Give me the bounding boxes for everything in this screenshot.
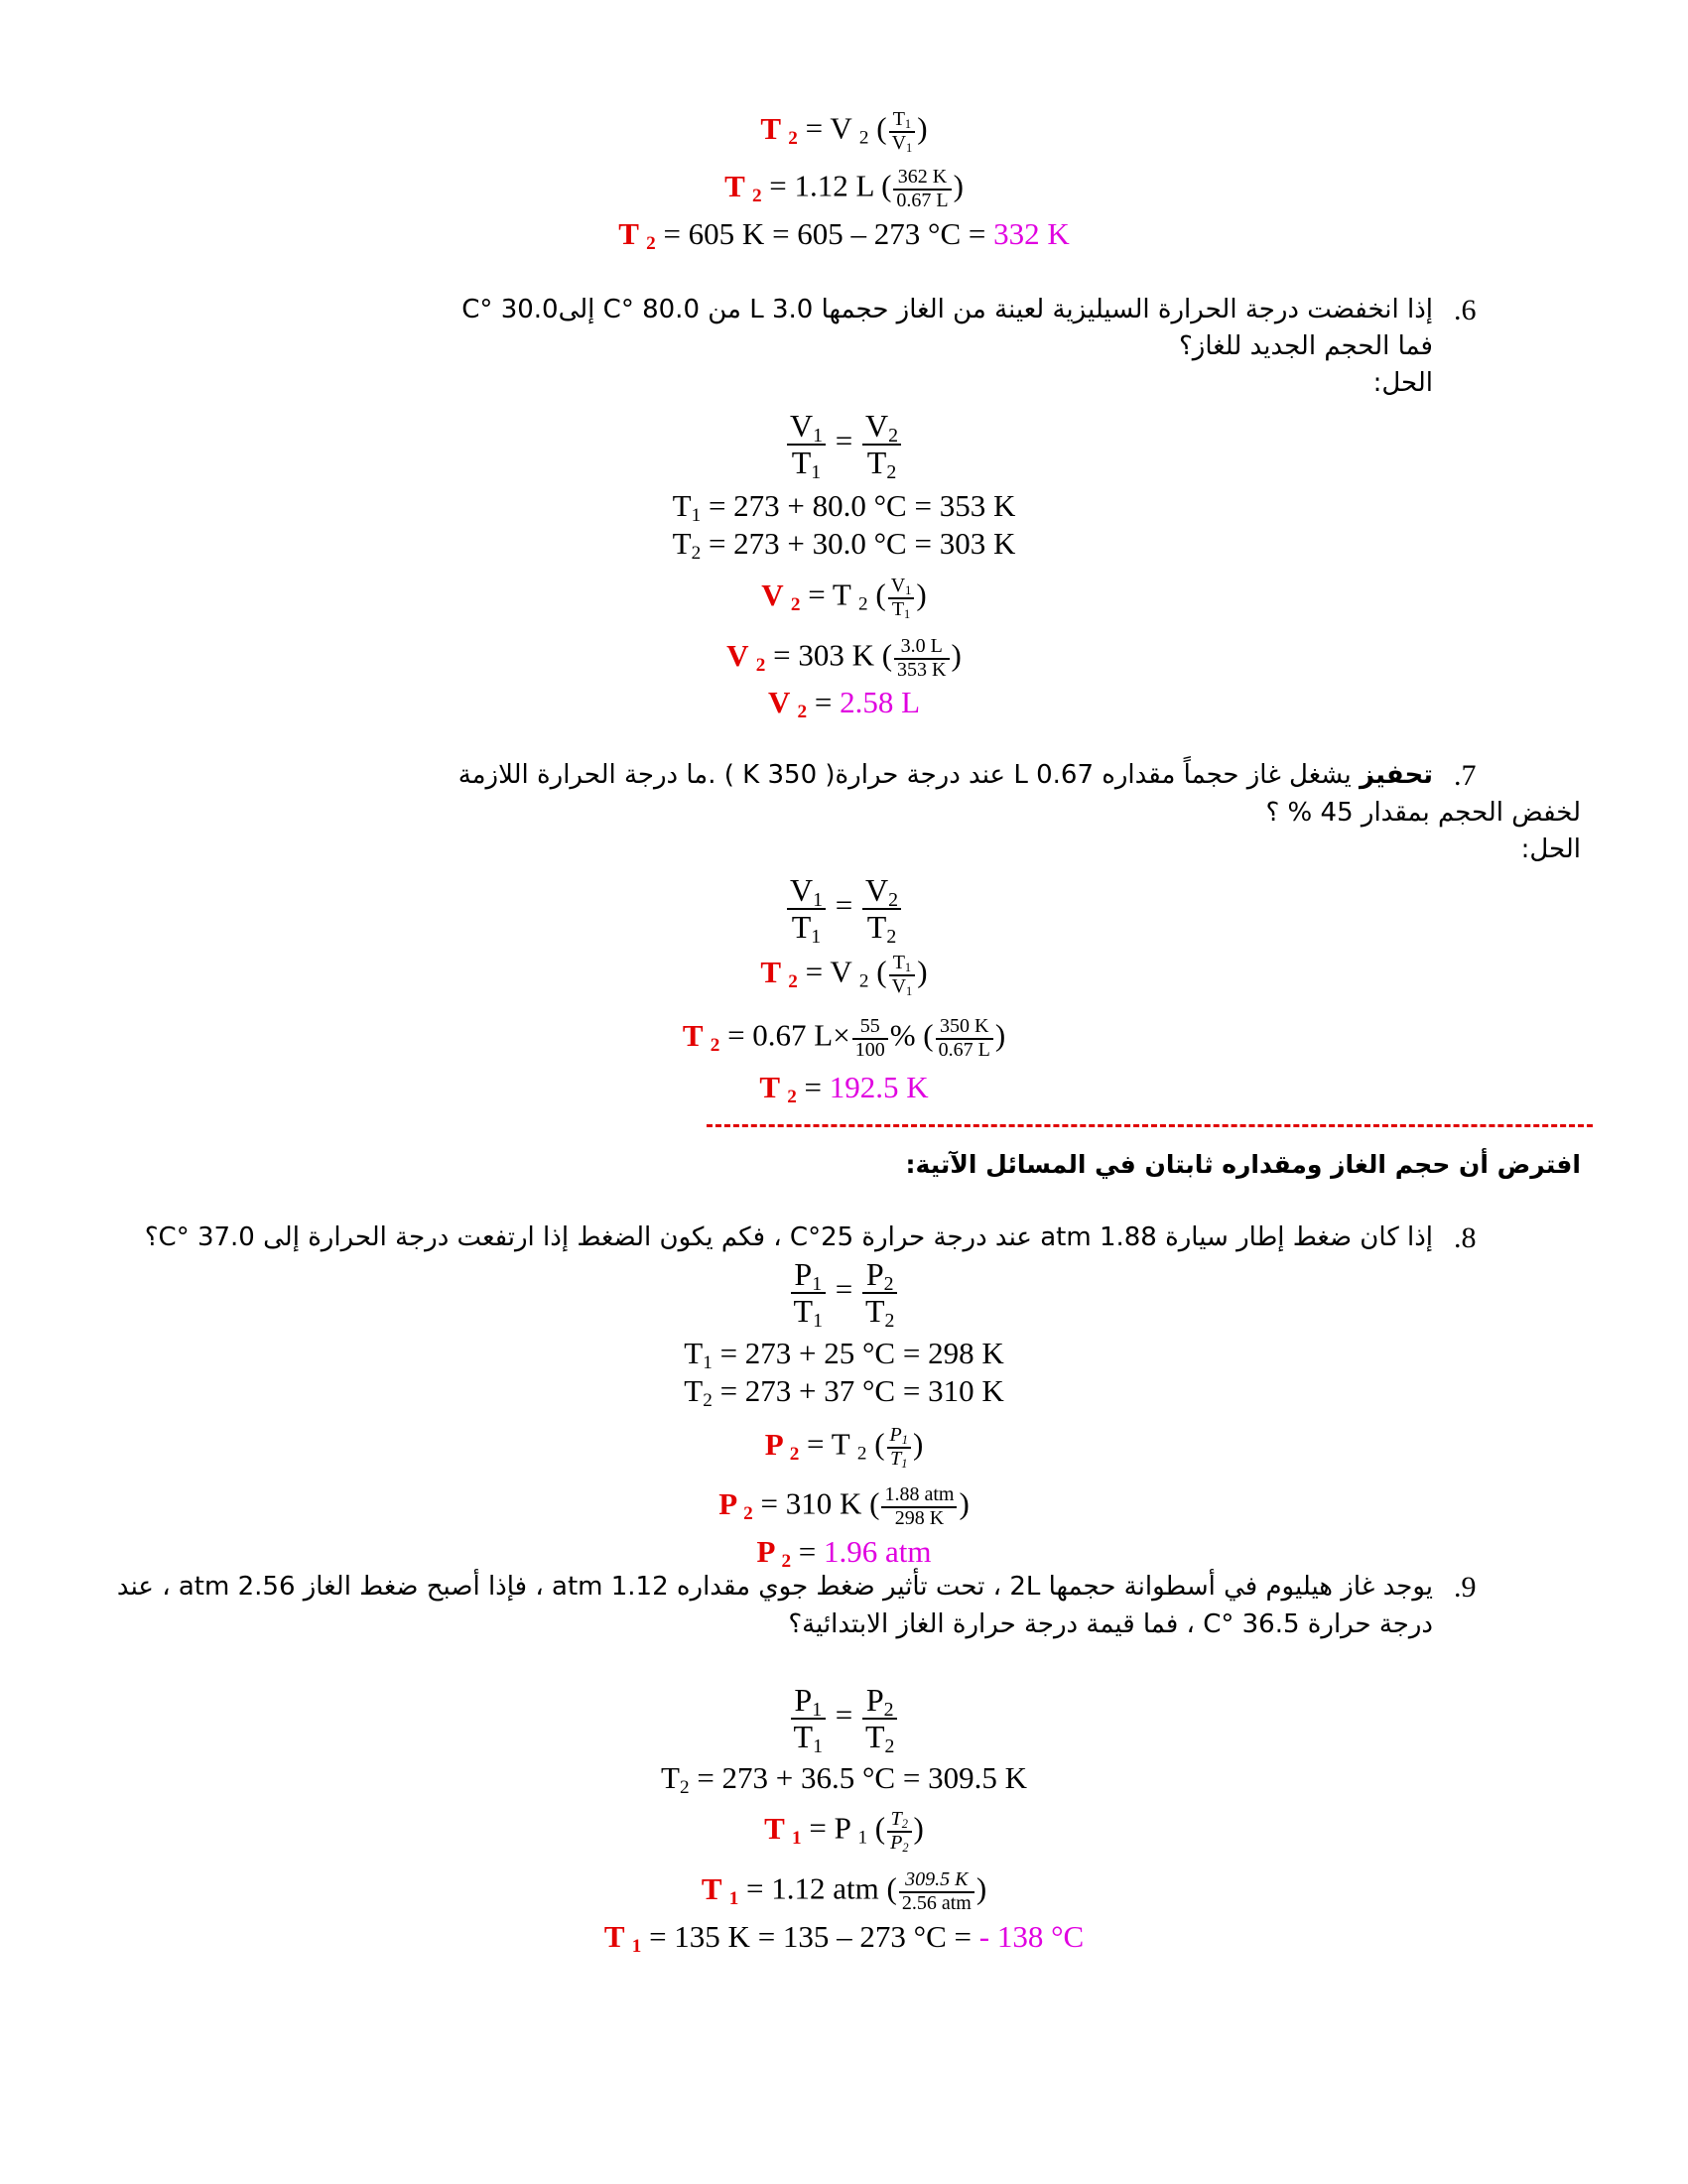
question-7-text-line1: تحفيز يشغل غاز حجماً مقداره 0.67 L عند درجة حرارة( 350 K ) .ما درجة الحرارة اللازمة (457, 760, 1433, 790)
question-7-text-line2: لخفض الحجم بمقدار 45 % ؟ (1265, 798, 1581, 828)
equation-t2-formula: T $_2$ = V $_2$ ( $\frac{T_1}{V_1}$ ) (760, 108, 928, 155)
q6-t2-conversion: $T_2 = 273 + 30.0$ °C = 303 K (672, 526, 1016, 564)
q9-t2-conversion: $T_2 = 273 + 36.5$ °C = 309.5 K (661, 1760, 1027, 1798)
q8-gay-lussac-formula: $\frac{P_1}{T_1}$ = $\frac{P_2}{T_2}$ (0, 1257, 1688, 1328)
question-9-text-line1: يوجد غاز هيليوم في أسطوانة حجمها 2L ، تحت تأثير ضغط جوي مقداره 1.12 atm ، فإذا أصبح ضغط الغاز 2.56 atm ، عند (116, 1572, 1433, 1602)
q6-v2-formula: V $_2$ = T $_2$ ( $\frac{V_1}{T_1}$ ) (761, 575, 927, 621)
equation-t2-substitution: T $_2$ = 1.12 L ( $\frac{362 K}{0.67 L}$ ) (724, 166, 964, 211)
section-heading: افترض أن حجم الغاز ومقداره ثابتان في المسائل الآتية: (905, 1150, 1581, 1179)
question-6-solution-label: الحل: (1372, 368, 1433, 398)
q6-v2-result: V $_2$ = 2.58 L (767, 685, 921, 722)
question-9-number: .9 (1454, 1571, 1477, 1604)
q6-v2-substitution: V $_2$ = 303 K ( $\frac{3.0 L}{353 K}$ ) (726, 635, 962, 681)
question-9-text-line2: درجة حرارة 36.5 °C ، فما قيمة درجة حرارة الغاز الابتدائية؟ (788, 1609, 1433, 1639)
question-7-bold-label: تحفيز (1359, 760, 1433, 790)
q7-charles-law-formula: $\frac{V_1}{T_1}$ = $\frac{V_2}{T_2}$ (0, 873, 1688, 944)
question-6-text-line2: فما الحجم الجديد للغاز؟ (1178, 331, 1433, 361)
q7-t2-substitution: T $_2$ = 0.67 L× $\frac{55}{100}$ % ( $\frac{350 K}{0.67 L}$ ) (682, 1015, 1006, 1061)
q6-charles-law-formula: $\frac{V_1}{T_1}$ = $\frac{V_2}{T_2}$ (0, 409, 1688, 479)
section-divider (707, 1124, 1593, 1127)
equation-t2-result: T $_2$ = 605 K = 605 – 273 °C = 332 K (618, 216, 1070, 254)
q8-p2-result: P $_2$ = 1.96 atm (756, 1534, 932, 1572)
question-8-number: .8 (1454, 1221, 1477, 1254)
q9-t1-formula: T $_1$ = P $_1$ ( $\frac{T_2}{P_2}$ ) (764, 1808, 924, 1855)
question-6-number: .6 (1454, 294, 1477, 326)
question-7-solution-label: الحل: (1520, 835, 1581, 864)
q7-t2-result: T $_2$ = 192.5 K (759, 1070, 929, 1107)
q9-t1-substitution: T $_1$ = 1.12 atm ( $\frac{309.5 K}{\text{2.56 atm}}$ ) (701, 1868, 987, 1914)
question-6-text-line1: إذا انخفضت درجة الحرارة السيليزية لعينة من الغاز حجمها 3.0 L من 80.0 °C إلى30.0 °C (461, 295, 1433, 324)
q9-gay-lussac-formula: $\frac{P_1}{T_1}$ = $\frac{P_2}{T_2}$ (0, 1683, 1688, 1753)
q8-p2-substitution: P $_2$ = 310 K ( $\frac{\text{1.88 atm}}{298 K}$ ) (718, 1483, 970, 1529)
q9-t1-result: T $_1$ = 135 K = 135 – 273 °C = - 138 °C (603, 1919, 1085, 1957)
question-8-text-line1: إذا كان ضغط إطار سيارة 1.88 atm عند درجة حرارة 25°C ، فكم يكون الضغط إذا ارتفعت درجة الحرارة إلى 37.0 °C؟ (144, 1222, 1433, 1252)
question-7-number: .7 (1454, 759, 1477, 792)
q8-t2-conversion: $T_2 = 273 + 37$ °C = 310 K (684, 1373, 1004, 1411)
q8-t1-conversion: $T_1 = 273 + 25$ °C = 298 K (684, 1336, 1004, 1373)
q8-p2-formula: P $_2$ = T $_2$ ( $\frac{P_1}{T_1}$ ) (764, 1424, 924, 1471)
q6-t1-conversion: $T_1 = 273 + 80.0$ °C = 353 K (672, 488, 1016, 526)
q7-t2-formula: T $_2$ = V $_2$ ( $\frac{T_1}{V_1}$ ) (760, 952, 928, 998)
